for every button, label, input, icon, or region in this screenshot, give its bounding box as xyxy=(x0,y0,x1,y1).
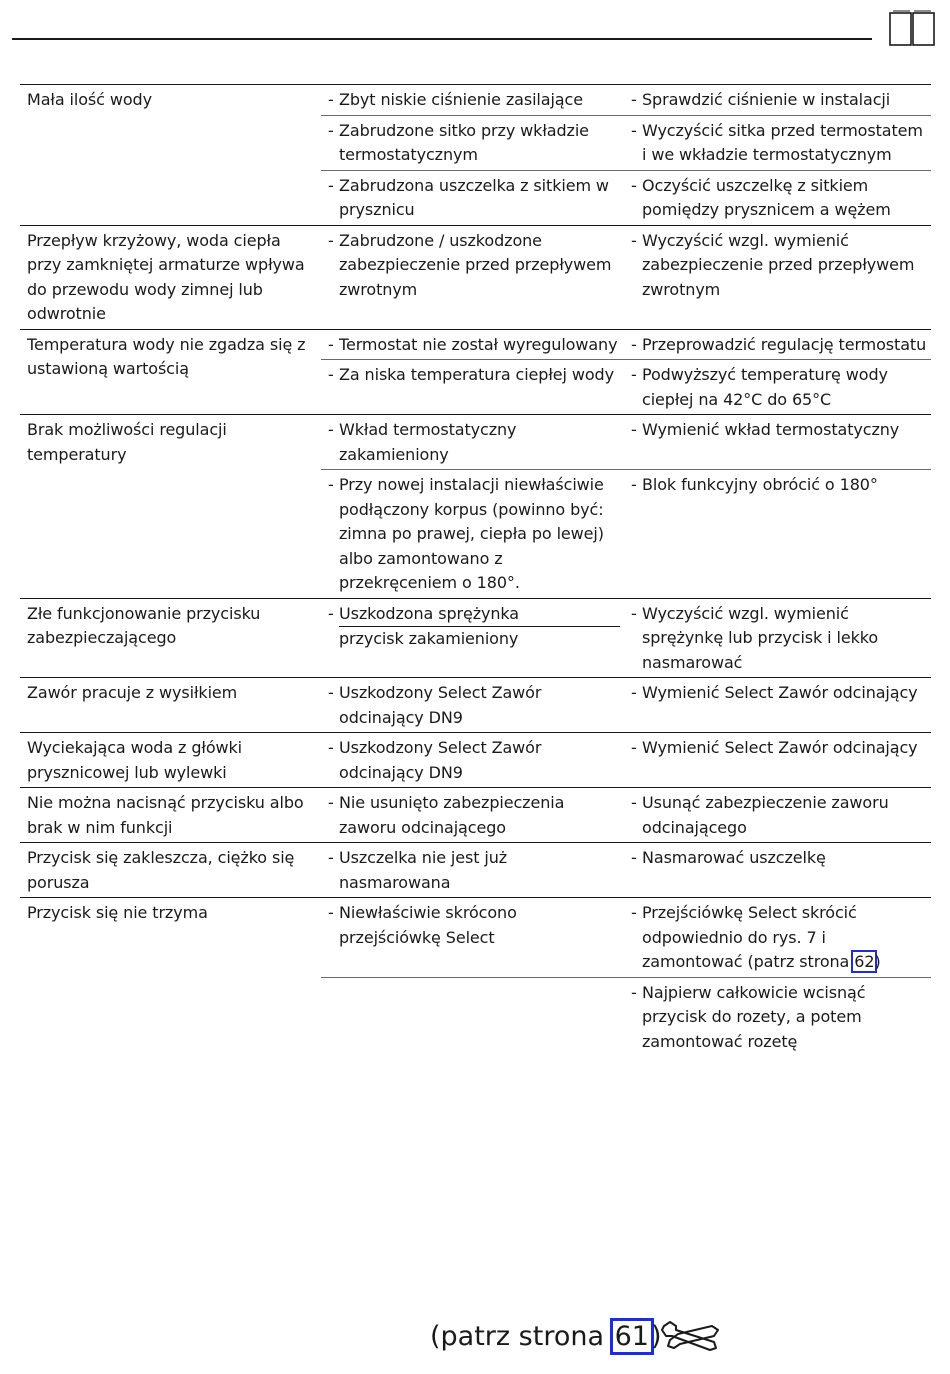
fix-cell: - Podwyższyć temperaturę wody ciepłej na 42°C do 65°C xyxy=(624,360,931,414)
problem-cell: Przycisk się nie trzyma xyxy=(27,903,208,922)
cause-cell xyxy=(321,599,624,678)
book-icon xyxy=(888,10,936,48)
cause-cell: - Uszczelka nie jest już nasmarowana xyxy=(321,843,624,897)
fix-cell: - Blok funkcyjny obrócić o 180° xyxy=(624,470,931,598)
cause-line: - Uszkodzona sprężynka xyxy=(339,602,620,628)
fix-cell: - Wyczyścić sitka przed termostatem i we wkładzie termostatycznym xyxy=(624,116,931,170)
problem-cell: Przepływ krzyżowy, woda ciepła przy zamkniętej armaturze wpływa do przewodu wody zimnej lub odwrotnie xyxy=(27,230,305,323)
fix-cell: - Wyczyścić wzgl. wymienić zabezpieczenie przed przepływem zwrotnym xyxy=(624,226,931,305)
cause-cell: - Zbyt niskie ciśnienie zasilające xyxy=(321,85,624,115)
problem-cell: Temperatura wody nie zgadza się z ustawioną wartością xyxy=(27,334,306,378)
cause-fix-pair xyxy=(321,415,931,469)
problem-cell: Brak możliwości regulacji temperatury xyxy=(27,420,227,464)
fix-cell: - Najpierw całkowicie wcisnąć przycisk do rozety, a potem zamontować rozetę xyxy=(624,977,931,1057)
cause-fix-pair xyxy=(321,359,931,414)
cause-cell: - Uszkodzony Select Zawór odcinający DN9 xyxy=(321,733,624,787)
problem-cell: Mała ilość wody xyxy=(27,90,152,109)
page-ref-link[interactable]: 62 xyxy=(851,950,877,973)
problem-cell: Nie można nacisnąć przycisku albo brak w nim funkcji xyxy=(27,793,304,837)
fix-cell: - Wymienić Select Zawór odcinający xyxy=(624,733,931,787)
cause-line: przycisk zakamieniony xyxy=(339,629,519,648)
fix-cell: - Sprawdzić ciśnienie w instalacji xyxy=(624,85,931,115)
table-row xyxy=(20,226,931,330)
cause-fix-pair xyxy=(321,226,931,305)
cause-fix-pair xyxy=(321,85,931,115)
cause-cell: - Zabrudzone / uszkodzone zabezpieczenie przed przepływem zwrotnym xyxy=(321,226,624,305)
cause-cell: - Termostat nie został wyregulowany xyxy=(321,330,624,360)
header-rule xyxy=(12,38,872,40)
cause-fix-pair xyxy=(321,115,931,170)
cause-cell: - Zabrudzona uszczelka z sitkiem w prysznicu xyxy=(321,171,624,225)
footer-text: ) xyxy=(650,1321,662,1352)
problem-cell: Wyciekająca woda z główki prysznicowej lub wylewki xyxy=(27,738,243,782)
page-ref-link[interactable]: 61 xyxy=(610,1318,654,1355)
troubleshooting-table xyxy=(20,84,931,1056)
cause-cell: - Uszkodzony Select Zawór odcinający DN9 xyxy=(321,678,624,732)
table-row xyxy=(20,733,931,788)
problem-cell: Zawór pracuje z wysiłkiem xyxy=(27,683,238,702)
cause-cell: - Przy nowej instalacji niewłaściwie podłączony korpus (powinno być: zimna po prawej, ciepła po lewej) albo zamontowano z przekręceniem o 180°. xyxy=(321,470,624,598)
cause-cell: - Wkład termostatyczny zakamieniony xyxy=(321,415,624,469)
fix-cell: - Nasmarować uszczelkę xyxy=(624,843,931,897)
table-row xyxy=(20,415,931,599)
cause-fix-pair xyxy=(321,469,931,598)
cause-fix-pair xyxy=(321,898,931,977)
problem-cell: Przycisk się zakleszcza, ciężko się porusza xyxy=(27,848,295,892)
fix-cell xyxy=(624,898,931,977)
cause-fix-pair xyxy=(321,170,931,225)
fix-text: Przejściówkę Select skrócić odpowiednio do rys. 7 i zamontować (patrz strona xyxy=(642,903,857,971)
fix-cell: - Wymienić wkład termostatyczny xyxy=(624,415,931,469)
cause-cell: - Zabrudzone sitko przy wkładzie termostatycznym xyxy=(321,116,624,170)
table-row xyxy=(20,843,931,898)
cause-fix-pair xyxy=(321,678,931,732)
wrench-icon xyxy=(660,1318,720,1356)
problem-cell: Złe funkcjonowanie przycisku zabezpieczającego xyxy=(27,603,261,647)
table-row xyxy=(20,85,931,226)
table-row xyxy=(20,678,931,733)
cause-fix-pair xyxy=(321,843,931,897)
footer-reference xyxy=(430,1312,662,1362)
fix-cell: - Wymienić Select Zawór odcinający xyxy=(624,678,931,732)
cause-fix-pair xyxy=(321,733,931,787)
table-row xyxy=(20,788,931,843)
fix-cell: - Usunąć zabezpieczenie zaworu odcinającego xyxy=(624,788,931,842)
fix-cell: - Oczyścić uszczelkę z sitkiem pomiędzy prysznicem a wężem xyxy=(624,171,931,225)
table-row xyxy=(20,330,931,416)
cause-fix-pair xyxy=(321,599,931,678)
cause-cell: - Nie usunięto zabezpieczenia zaworu odcinającego xyxy=(321,788,624,842)
cause-fix-pair xyxy=(321,788,931,842)
cause-fix-pair xyxy=(321,977,931,1057)
fix-cell: - Wyczyścić wzgl. wymienić sprężynkę lub przycisk i lekko nasmarować xyxy=(624,599,931,678)
cause-fix-pair xyxy=(321,330,931,360)
footer-text: (patrz strona xyxy=(430,1321,613,1352)
table-row xyxy=(20,599,931,679)
cause-cell: - Za niska temperatura ciepłej wody xyxy=(321,360,624,414)
cause-cell: - Niewłaściwie skrócono przejściówkę Select xyxy=(321,898,624,977)
table-row xyxy=(20,898,931,1056)
fix-cell: - Przeprowadzić regulację termostatu xyxy=(624,330,931,360)
fix-text: ) xyxy=(874,952,881,971)
